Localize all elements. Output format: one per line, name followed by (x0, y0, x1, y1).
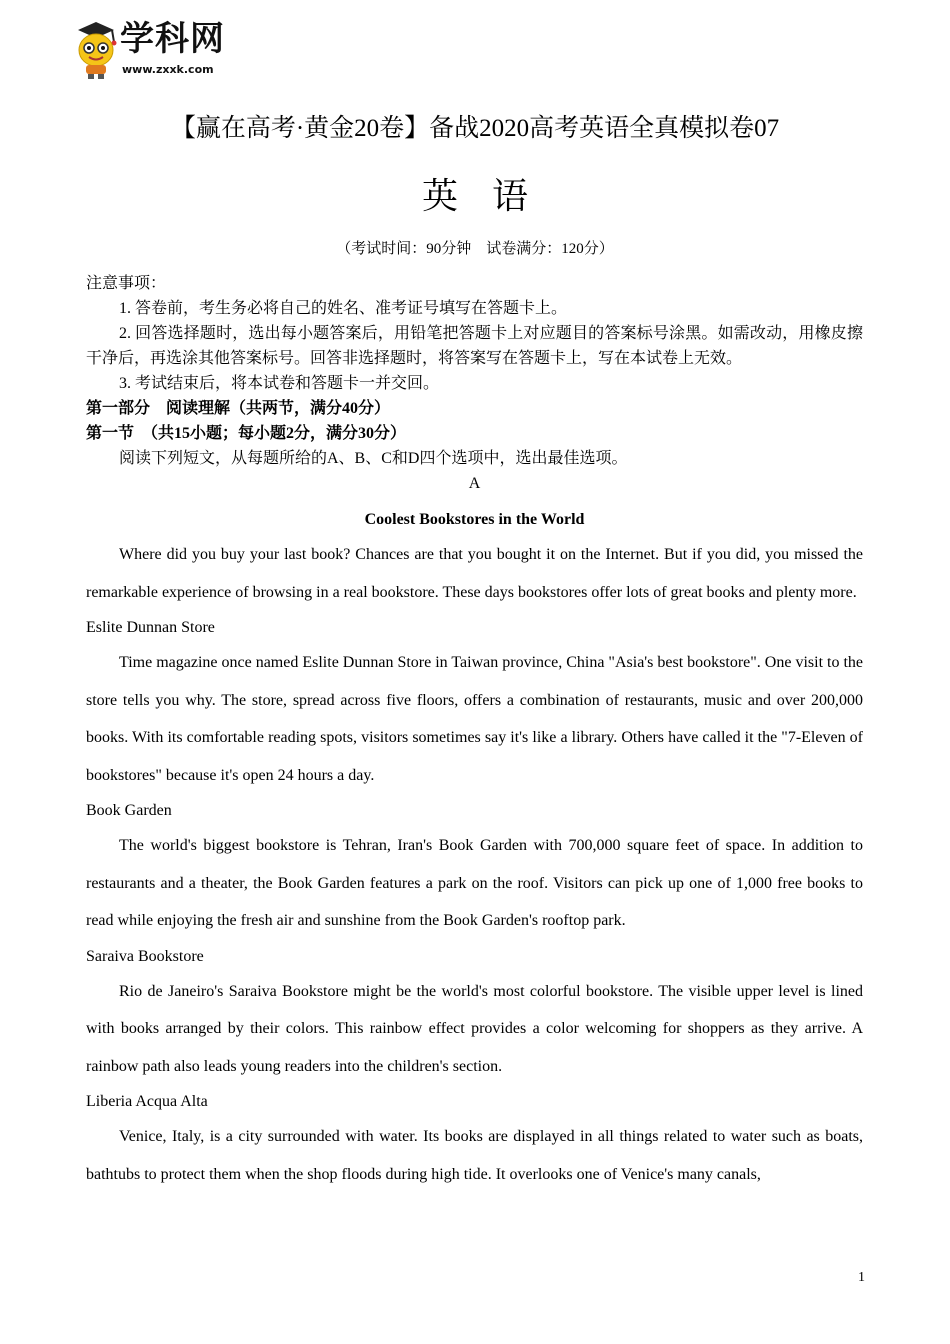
document-body (86, 271, 863, 1193)
note-item: 2. 回答选择题时，选出每小题答案后，用铅笔把答题卡上对应题目的答案标号涂黑。如需改动，用橡皮擦干净后，再选涂其他答案标号。回答非选择题时，将答案写在答题卡上，写在本试卷上无效。 (86, 325, 863, 367)
passage-paragraph: Venice, Italy, is a city surrounded with water. Its books are displayed in all things related to water such as boats, bathtubs to protect them when the shop floods during high tide. It overlooks one of Venice's many canals, (86, 1128, 863, 1183)
section-heading: 第一节 （共15小题；每小题2分，满分30分） (86, 425, 407, 442)
page-title: 【赢在高考·黄金20卷】备战2020高考英语全真模拟卷07 (170, 115, 780, 142)
subject-heading: 英语 (421, 176, 562, 216)
note-item: 3. 考试结束后，将本试卷和答题卡一并交回。 (119, 375, 440, 392)
exam-info: （考试时间：90分钟 试卷满分：120分） (336, 241, 614, 257)
passage-title: Coolest Bookstores in the World (364, 511, 585, 528)
passage-paragraph: Time magazine once named Eslite Dunnan Store in Taiwan province, China "Asia's best bookstore". One visit to the store tells you why. The store, spread across five floors, offers a combination of restaurants, music and over 200,000 books. With its comfortable reading spots, visitors sometimes say it's like a library. Others have called it the "7-Eleven of bookstores" because it's open 24 hours a day. (86, 654, 864, 784)
store-heading: Book Garden (86, 802, 172, 819)
site-logo (72, 18, 232, 80)
passage-paragraph: Rio de Janeiro's Saraiva Bookstore might be the world's most colorful bookstore. The visible upper level is lined with books arranged by their colors. This rainbow effect provides a color welcoming for shoppers as they arrive. A rainbow path also leads young readers into the children's section. (86, 982, 863, 1075)
store-heading: Liberia Acqua Alta (86, 1093, 208, 1110)
note-item: 1. 答卷前，考生务必将自己的姓名、准考证号填写在答题卡上。 (119, 300, 568, 317)
part-heading: 第一部分 阅读理解（共两节，满分40分） (86, 400, 391, 417)
passage-label: A (468, 475, 481, 492)
logo-text: 学科网 (120, 19, 225, 59)
store-heading: Eslite Dunnan Store (86, 619, 215, 636)
passage-paragraph: The world's biggest bookstore is Tehran, Iran's Book Garden with 700,000 square feet of space. In addition to restaurants and a theater, the Book Garden features a park on the roof. Visitors can pick up one of 1,000 free books to read while enjoying the fresh air and sunshine from the Book Garden's rooftop park. (86, 837, 863, 929)
passage-paragraph: Where did you buy your last book? Chances are that you bought it on the Internet. But if you did, you missed the remarkable experience of browsing in a real bookstore. These days bookstores offer lots of great books and plenty more. (86, 546, 863, 601)
section-instruction: 阅读下列短文，从每题所给的A、B、C和D四个选项中，选出最佳选项。 (119, 450, 628, 467)
logo-url: www.zxxk.com (122, 63, 214, 76)
page-number: 1 (858, 1270, 865, 1285)
store-heading: Saraiva Bookstore (86, 947, 204, 965)
notes-heading: 注意事项： (86, 275, 167, 292)
mascot-icon (72, 18, 124, 80)
